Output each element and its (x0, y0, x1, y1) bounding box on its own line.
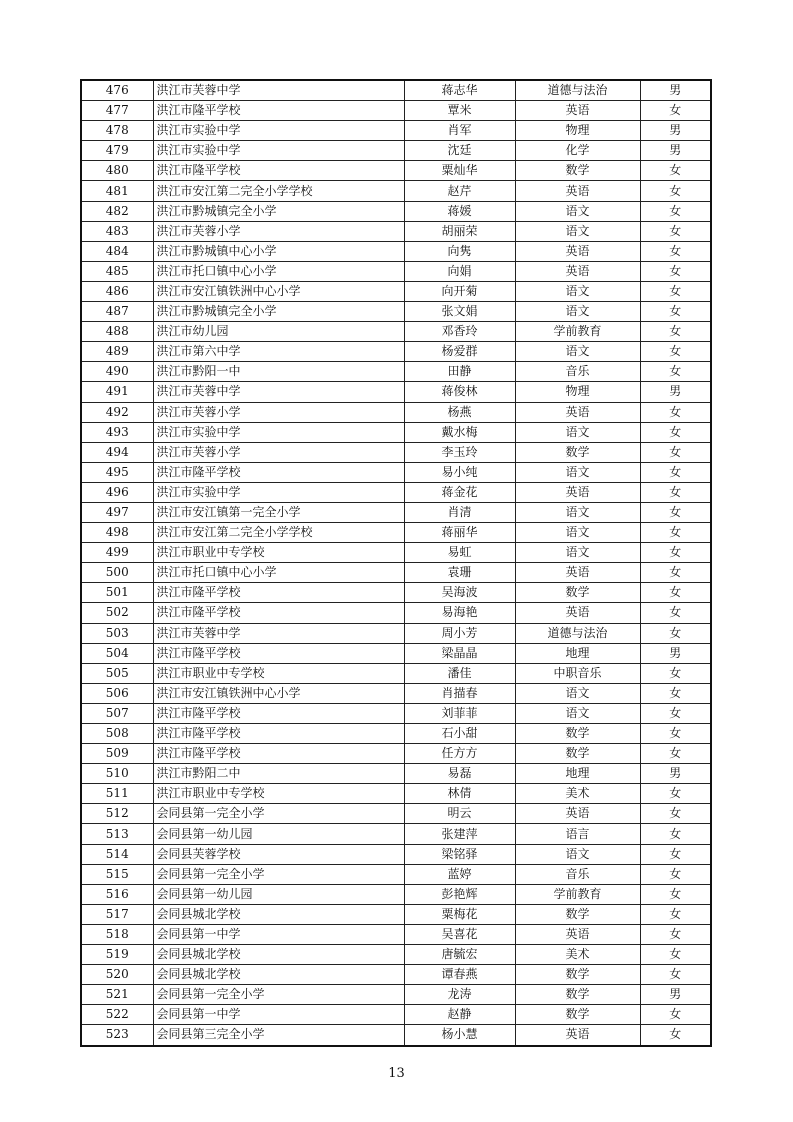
table-row (81, 985, 711, 1005)
school-cell: 洪江市黔城镇完全小学 (153, 201, 404, 221)
row-number-cell: 518 (81, 924, 153, 944)
row-number-cell: 515 (81, 864, 153, 884)
teacher-name-cell: 易海艳 (404, 603, 515, 623)
row-number-cell: 491 (81, 382, 153, 402)
row-number-cell: 523 (81, 1025, 153, 1046)
table-row (81, 945, 711, 965)
gender-cell: 女 (640, 442, 711, 462)
school-cell: 会同县第一完全小学 (153, 864, 404, 884)
row-number-cell: 495 (81, 462, 153, 482)
teacher-name-cell: 潘佳 (404, 663, 515, 683)
table-row (81, 221, 711, 241)
school-cell: 洪江市幼儿园 (153, 322, 404, 342)
gender-cell: 女 (640, 804, 711, 824)
subject-cell: 道德与法治 (515, 80, 640, 101)
school-cell: 洪江市安江镇第一完全小学 (153, 502, 404, 522)
subject-cell: 英语 (515, 1025, 640, 1046)
school-cell: 会同县城北学校 (153, 965, 404, 985)
school-cell: 会同县第一中学 (153, 924, 404, 944)
school-cell: 洪江市职业中专学校 (153, 784, 404, 804)
school-cell: 洪江市实验中学 (153, 141, 404, 161)
school-cell: 洪江市托口镇中心小学 (153, 563, 404, 583)
teacher-name-cell: 肖清 (404, 502, 515, 522)
table-row (81, 744, 711, 764)
teacher-name-cell: 梁晶晶 (404, 643, 515, 663)
subject-cell: 地理 (515, 764, 640, 784)
teacher-name-cell: 蒋丽华 (404, 523, 515, 543)
table-row (81, 724, 711, 744)
subject-cell: 语文 (515, 302, 640, 322)
table-row (81, 804, 711, 824)
school-cell: 会同县第一完全小学 (153, 985, 404, 1005)
gender-cell: 女 (640, 302, 711, 322)
table-row (81, 241, 711, 261)
row-number-cell: 502 (81, 603, 153, 623)
school-cell: 洪江市隆平学校 (153, 583, 404, 603)
table-row (81, 623, 711, 643)
table-row (81, 161, 711, 181)
table-row (81, 523, 711, 543)
row-number-cell: 492 (81, 402, 153, 422)
teacher-name-cell: 彭艳辉 (404, 884, 515, 904)
subject-cell: 英语 (515, 563, 640, 583)
subject-cell: 英语 (515, 261, 640, 281)
school-cell: 洪江市隆平学校 (153, 462, 404, 482)
table-row (81, 462, 711, 482)
gender-cell: 女 (640, 924, 711, 944)
table-row (81, 1005, 711, 1025)
gender-cell: 女 (640, 824, 711, 844)
gender-cell: 男 (640, 764, 711, 784)
school-cell: 洪江市实验中学 (153, 482, 404, 502)
table-row (81, 965, 711, 985)
row-number-cell: 512 (81, 804, 153, 824)
teacher-name-cell: 刘菲菲 (404, 703, 515, 723)
teacher-name-cell: 覃米 (404, 101, 515, 121)
gender-cell: 女 (640, 181, 711, 201)
row-number-cell: 479 (81, 141, 153, 161)
teacher-name-cell: 石小甜 (404, 724, 515, 744)
row-number-cell: 493 (81, 422, 153, 442)
school-cell: 洪江市隆平学校 (153, 744, 404, 764)
school-cell: 洪江市安江镇铁洲中心小学 (153, 683, 404, 703)
teacher-name-cell: 吴海波 (404, 583, 515, 603)
subject-cell: 美术 (515, 945, 640, 965)
teacher-name-cell: 邓香玲 (404, 322, 515, 342)
teacher-name-cell: 向娟 (404, 261, 515, 281)
table-row (81, 864, 711, 884)
teacher-name-cell: 张文娟 (404, 302, 515, 322)
gender-cell: 女 (640, 101, 711, 121)
table-row (81, 543, 711, 563)
row-number-cell: 498 (81, 523, 153, 543)
table-row (81, 121, 711, 141)
teacher-name-cell: 谭春燕 (404, 965, 515, 985)
gender-cell: 女 (640, 744, 711, 764)
table-row (81, 643, 711, 663)
school-cell: 会同县第一幼儿园 (153, 884, 404, 904)
row-number-cell: 507 (81, 703, 153, 723)
row-number-cell: 511 (81, 784, 153, 804)
teacher-name-cell: 易磊 (404, 764, 515, 784)
row-number-cell: 483 (81, 221, 153, 241)
row-number-cell: 510 (81, 764, 153, 784)
row-number-cell: 520 (81, 965, 153, 985)
teacher-name-cell: 蒋俊林 (404, 382, 515, 402)
subject-cell: 语文 (515, 342, 640, 362)
school-cell: 洪江市芙蓉中学 (153, 382, 404, 402)
gender-cell: 女 (640, 322, 711, 342)
subject-cell: 中职音乐 (515, 663, 640, 683)
subject-cell: 英语 (515, 482, 640, 502)
school-cell: 洪江市安江镇铁洲中心小学 (153, 281, 404, 301)
school-cell: 洪江市隆平学校 (153, 101, 404, 121)
row-number-cell: 516 (81, 884, 153, 904)
row-number-cell: 505 (81, 663, 153, 683)
school-cell: 洪江市黔阳二中 (153, 764, 404, 784)
row-number-cell: 480 (81, 161, 153, 181)
subject-cell: 英语 (515, 181, 640, 201)
school-cell: 洪江市实验中学 (153, 422, 404, 442)
gender-cell: 女 (640, 603, 711, 623)
row-number-cell: 513 (81, 824, 153, 844)
table-row (81, 80, 711, 101)
teacher-name-cell: 赵芹 (404, 181, 515, 201)
subject-cell: 数学 (515, 724, 640, 744)
row-number-cell: 490 (81, 362, 153, 382)
table-row (81, 824, 711, 844)
teacher-name-cell: 赵静 (404, 1005, 515, 1025)
subject-cell: 数学 (515, 985, 640, 1005)
teacher-name-cell: 粟灿华 (404, 161, 515, 181)
row-number-cell: 478 (81, 121, 153, 141)
gender-cell: 女 (640, 422, 711, 442)
subject-cell: 英语 (515, 101, 640, 121)
teacher-name-cell: 任方方 (404, 744, 515, 764)
teacher-name-cell: 向隽 (404, 241, 515, 261)
gender-cell: 男 (640, 643, 711, 663)
table-row (81, 181, 711, 201)
teacher-name-cell: 胡丽荣 (404, 221, 515, 241)
subject-cell: 数学 (515, 744, 640, 764)
gender-cell: 女 (640, 563, 711, 583)
gender-cell: 女 (640, 683, 711, 703)
row-number-cell: 497 (81, 502, 153, 522)
gender-cell: 女 (640, 482, 711, 502)
school-cell: 会同县城北学校 (153, 904, 404, 924)
school-cell: 会同县第一幼儿园 (153, 824, 404, 844)
teacher-name-cell: 蒋金花 (404, 482, 515, 502)
table-row (81, 261, 711, 281)
table-row (81, 764, 711, 784)
subject-cell: 英语 (515, 804, 640, 824)
subject-cell: 英语 (515, 241, 640, 261)
table-row (81, 322, 711, 342)
subject-cell: 英语 (515, 402, 640, 422)
table-row (81, 844, 711, 864)
subject-cell: 数学 (515, 1005, 640, 1025)
table-row (81, 663, 711, 683)
subject-cell: 物理 (515, 121, 640, 141)
subject-cell: 数学 (515, 583, 640, 603)
subject-cell: 学前教育 (515, 884, 640, 904)
gender-cell: 女 (640, 945, 711, 965)
subject-cell: 语文 (515, 703, 640, 723)
teacher-name-cell: 易虹 (404, 543, 515, 563)
subject-cell: 英语 (515, 924, 640, 944)
school-cell: 洪江市黔城镇中心小学 (153, 241, 404, 261)
table-row (81, 924, 711, 944)
school-cell: 洪江市职业中专学校 (153, 663, 404, 683)
subject-cell: 语文 (515, 502, 640, 522)
gender-cell: 女 (640, 864, 711, 884)
row-number-cell: 481 (81, 181, 153, 201)
teacher-name-cell: 蒋媛 (404, 201, 515, 221)
subject-cell: 道德与法治 (515, 623, 640, 643)
subject-cell: 语文 (515, 844, 640, 864)
teacher-name-cell: 蓝婷 (404, 864, 515, 884)
page-number: 13 (388, 1066, 405, 1081)
row-number-cell: 477 (81, 101, 153, 121)
subject-cell: 语文 (515, 221, 640, 241)
row-number-cell: 522 (81, 1005, 153, 1025)
row-number-cell: 521 (81, 985, 153, 1005)
gender-cell: 女 (640, 784, 711, 804)
gender-cell: 女 (640, 965, 711, 985)
school-cell: 洪江市实验中学 (153, 121, 404, 141)
school-cell: 会同县第一完全小学 (153, 804, 404, 824)
teacher-name-cell: 杨燕 (404, 402, 515, 422)
gender-cell: 男 (640, 985, 711, 1005)
gender-cell: 女 (640, 583, 711, 603)
row-number-cell: 514 (81, 844, 153, 864)
table-row (81, 563, 711, 583)
teacher-name-cell: 袁珊 (404, 563, 515, 583)
subject-cell: 语文 (515, 281, 640, 301)
table-row (81, 502, 711, 522)
subject-cell: 语文 (515, 422, 640, 442)
school-cell: 会同县城北学校 (153, 945, 404, 965)
gender-cell: 女 (640, 201, 711, 221)
teacher-name-cell: 沈廷 (404, 141, 515, 161)
school-cell: 洪江市芙蓉中学 (153, 623, 404, 643)
school-cell: 洪江市职业中专学校 (153, 543, 404, 563)
subject-cell: 语文 (515, 523, 640, 543)
table-row (81, 583, 711, 603)
teacher-name-cell: 龙涛 (404, 985, 515, 1005)
gender-cell: 女 (640, 703, 711, 723)
gender-cell: 女 (640, 904, 711, 924)
table-row (81, 402, 711, 422)
subject-cell: 化学 (515, 141, 640, 161)
row-number-cell: 503 (81, 623, 153, 643)
school-cell: 洪江市隆平学校 (153, 643, 404, 663)
gender-cell: 女 (640, 161, 711, 181)
subject-cell: 语文 (515, 462, 640, 482)
subject-cell: 地理 (515, 643, 640, 663)
gender-cell: 女 (640, 1005, 711, 1025)
row-number-cell: 488 (81, 322, 153, 342)
row-number-cell: 517 (81, 904, 153, 924)
row-number-cell: 485 (81, 261, 153, 281)
gender-cell: 女 (640, 462, 711, 482)
teacher-name-cell: 李玉玲 (404, 442, 515, 462)
roster-table-body (81, 80, 711, 1046)
gender-cell: 女 (640, 724, 711, 744)
table-row (81, 683, 711, 703)
school-cell: 洪江市隆平学校 (153, 161, 404, 181)
subject-cell: 音乐 (515, 864, 640, 884)
subject-cell: 数学 (515, 904, 640, 924)
teacher-name-cell: 张建萍 (404, 824, 515, 844)
table-row (81, 382, 711, 402)
school-cell: 洪江市芙蓉小学 (153, 442, 404, 462)
row-number-cell: 486 (81, 281, 153, 301)
row-number-cell: 499 (81, 543, 153, 563)
gender-cell: 女 (640, 523, 711, 543)
subject-cell: 数学 (515, 442, 640, 462)
table-row (81, 703, 711, 723)
gender-cell: 女 (640, 281, 711, 301)
teacher-name-cell: 林倩 (404, 784, 515, 804)
row-number-cell: 508 (81, 724, 153, 744)
gender-cell: 男 (640, 141, 711, 161)
row-number-cell: 487 (81, 302, 153, 322)
subject-cell: 语文 (515, 201, 640, 221)
row-number-cell: 489 (81, 342, 153, 362)
table-row (81, 603, 711, 623)
table-row (81, 302, 711, 322)
gender-cell: 女 (640, 342, 711, 362)
gender-cell: 女 (640, 241, 711, 261)
teacher-name-cell: 吴喜花 (404, 924, 515, 944)
table-row (81, 904, 711, 924)
row-number-cell: 500 (81, 563, 153, 583)
teacher-name-cell: 周小芳 (404, 623, 515, 643)
row-number-cell: 509 (81, 744, 153, 764)
school-cell: 洪江市黔阳一中 (153, 362, 404, 382)
school-cell: 会同县第三完全小学 (153, 1025, 404, 1046)
table-row (81, 141, 711, 161)
school-cell: 会同县芙蓉学校 (153, 844, 404, 864)
teacher-name-cell: 向开菊 (404, 281, 515, 301)
subject-cell: 学前教育 (515, 322, 640, 342)
table-row (81, 362, 711, 382)
gender-cell: 女 (640, 543, 711, 563)
school-cell: 洪江市芙蓉中学 (153, 80, 404, 101)
school-cell: 洪江市隆平学校 (153, 724, 404, 744)
row-number-cell: 496 (81, 482, 153, 502)
table-row (81, 482, 711, 502)
row-number-cell: 476 (81, 80, 153, 101)
teacher-name-cell: 肖军 (404, 121, 515, 141)
school-cell: 洪江市芙蓉小学 (153, 402, 404, 422)
school-cell: 洪江市安江第二完全小学学校 (153, 181, 404, 201)
subject-cell: 数学 (515, 161, 640, 181)
gender-cell: 女 (640, 362, 711, 382)
table-row (81, 281, 711, 301)
subject-cell: 语言 (515, 824, 640, 844)
gender-cell: 女 (640, 261, 711, 281)
gender-cell: 男 (640, 121, 711, 141)
gender-cell: 女 (640, 844, 711, 864)
teacher-name-cell: 唐毓宏 (404, 945, 515, 965)
teacher-name-cell: 梁铭驿 (404, 844, 515, 864)
table-row (81, 442, 711, 462)
table-row (81, 1025, 711, 1046)
teacher-roster-table (80, 79, 712, 1047)
table-row (81, 101, 711, 121)
gender-cell: 女 (640, 884, 711, 904)
school-cell: 洪江市隆平学校 (153, 703, 404, 723)
teacher-name-cell: 粟梅花 (404, 904, 515, 924)
school-cell: 会同县第一中学 (153, 1005, 404, 1025)
table-row (81, 342, 711, 362)
subject-cell: 英语 (515, 603, 640, 623)
school-cell: 洪江市芙蓉小学 (153, 221, 404, 241)
gender-cell: 女 (640, 402, 711, 422)
school-cell: 洪江市安江第二完全小学学校 (153, 523, 404, 543)
row-number-cell: 506 (81, 683, 153, 703)
subject-cell: 美术 (515, 784, 640, 804)
table-row (81, 884, 711, 904)
gender-cell: 女 (640, 663, 711, 683)
subject-cell: 语文 (515, 683, 640, 703)
gender-cell: 女 (640, 502, 711, 522)
gender-cell: 男 (640, 382, 711, 402)
teacher-name-cell: 蒋志华 (404, 80, 515, 101)
table-row (81, 422, 711, 442)
row-number-cell: 484 (81, 241, 153, 261)
subject-cell: 物理 (515, 382, 640, 402)
teacher-name-cell: 明云 (404, 804, 515, 824)
row-number-cell: 519 (81, 945, 153, 965)
school-cell: 洪江市隆平学校 (153, 603, 404, 623)
teacher-name-cell: 戴水梅 (404, 422, 515, 442)
subject-cell: 音乐 (515, 362, 640, 382)
subject-cell: 数学 (515, 965, 640, 985)
school-cell: 洪江市黔城镇完全小学 (153, 302, 404, 322)
teacher-name-cell: 杨小慧 (404, 1025, 515, 1046)
teacher-name-cell: 肖描春 (404, 683, 515, 703)
row-number-cell: 494 (81, 442, 153, 462)
teacher-name-cell: 田静 (404, 362, 515, 382)
row-number-cell: 504 (81, 643, 153, 663)
table-row (81, 784, 711, 804)
gender-cell: 女 (640, 1025, 711, 1046)
teacher-name-cell: 杨爱群 (404, 342, 515, 362)
subject-cell: 语文 (515, 543, 640, 563)
gender-cell: 女 (640, 221, 711, 241)
teacher-name-cell: 易小纯 (404, 462, 515, 482)
row-number-cell: 501 (81, 583, 153, 603)
school-cell: 洪江市第六中学 (153, 342, 404, 362)
gender-cell: 男 (640, 80, 711, 101)
gender-cell: 女 (640, 623, 711, 643)
table-row (81, 201, 711, 221)
row-number-cell: 482 (81, 201, 153, 221)
school-cell: 洪江市托口镇中心小学 (153, 261, 404, 281)
